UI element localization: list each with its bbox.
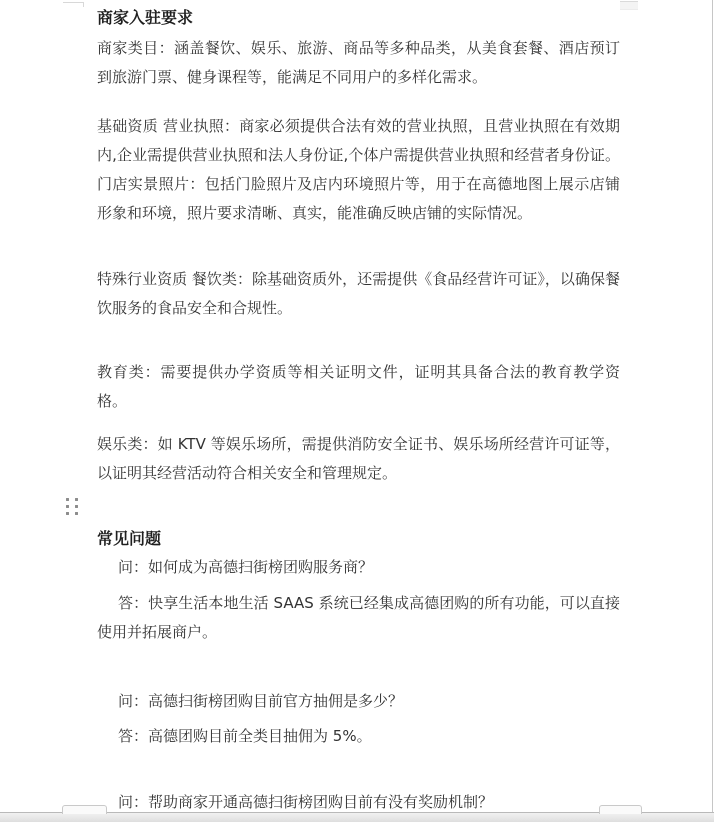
para-merchant-category[interactable]: 商家类目：涵盖餐饮、娱乐、旅游、商品等多种品类，从美食套餐、酒店预订到旅游门票、健身课程等，能满足不同用户的多样化需求。 xyxy=(97,39,620,86)
faq-question-3[interactable]: 问：帮助商家开通高德扫街榜团购目前有没有奖励机制？ xyxy=(118,793,494,811)
page-right-edge xyxy=(712,0,713,822)
margin-mark-bottom-left xyxy=(62,805,107,814)
margin-mark-top-right xyxy=(620,1,638,10)
drag-handle-icon[interactable] xyxy=(66,498,82,518)
faq-answer-2[interactable]: 答：高德团购目前全类目抽佣为 5%。 xyxy=(118,727,372,745)
heading-merchant-onboarding[interactable]: 商家入驻要求 xyxy=(97,8,194,27)
heading-faq[interactable]: 常见问题 xyxy=(97,529,162,548)
faq-question-2[interactable]: 问：高德扫街榜团购目前官方抽佣是多少？ xyxy=(118,692,404,710)
para-special-industry-catering[interactable]: 特殊行业资质 餐饮类：除基础资质外，还需提供《食品经营许可证》，以确保餐饮服务的食品安全和合规性。 xyxy=(97,270,620,317)
para-entertainment-category[interactable]: 娱乐类：如 KTV 等娱乐场所，需提供消防安全证书、娱乐场所经营许可证等，以证明其经营活动符合相关安全和管理规定。 xyxy=(97,435,620,482)
para-basic-qualification[interactable]: 基础资质 营业执照：商家必须提供合法有效的营业执照，且营业执照在有效期内,企业需提供营业执照和法人身份证,个体户需提供营业执照和经营者身份证。门店实景照片：包括门脸照片及店内环境照片等，用于在高德地图上展示店铺形象和环境，照片要求清晰、真实，能准确反映店铺的实际情况。 xyxy=(97,117,620,222)
margin-mark-top-left xyxy=(63,2,84,7)
faq-answer-1[interactable]: 答：快享生活本地生活 SAAS 系统已经集成高德团购的所有功能，可以直接使用并拓展商户。 xyxy=(97,594,620,641)
margin-mark-bottom-right xyxy=(599,805,642,814)
faq-question-1[interactable]: 问：如何成为高德扫街榜团购服务商？ xyxy=(118,558,374,576)
para-education-category[interactable]: 教育类：需要提供办学资质等相关证明文件，证明其具备合法的教育教学资格。 xyxy=(97,363,620,410)
